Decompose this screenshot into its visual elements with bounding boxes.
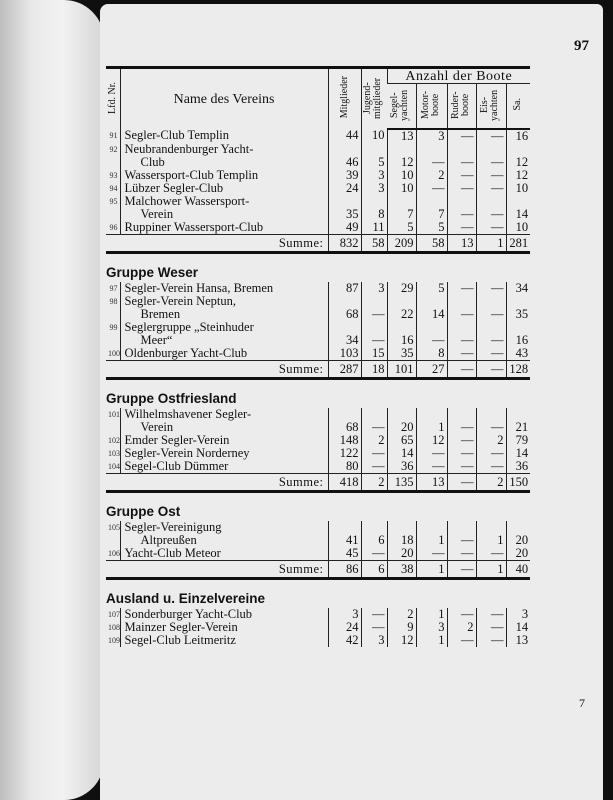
cell-sa: 13 [506,634,530,647]
cell-rud: — [447,182,476,195]
cell-seg: 12 [387,156,416,169]
sum-sa: 150 [506,474,530,492]
cell-rud: — [447,634,476,647]
row-number: 109 [108,636,120,645]
row-number [106,534,120,547]
cell-seg: 2 [387,608,416,621]
club-name: Malchower Wassersport- [124,194,250,208]
sum-rud: 13 [447,235,476,253]
cell-sa: 10 [506,182,530,195]
row-number: 99 [106,321,120,334]
row-number: 98 [106,295,120,308]
cell-sa: 12 [506,156,530,169]
cell-mot: 12 [416,434,447,447]
row-number: 104 [106,460,120,474]
cell-jg: 5 [361,156,387,169]
cell-seg: 20 [387,547,416,561]
cell-mot: — [416,156,447,169]
cell-seg: 9 [387,621,416,634]
cell-jg: — [361,334,387,347]
cell-mg: 42 [328,634,361,647]
cell-rud: — [447,129,476,143]
cell-sa: 14 [506,621,530,634]
row-number: 100 [106,347,120,361]
cell-eis: — [476,308,506,321]
club-name: Segel-Club Leitmeritz [124,633,236,647]
cell-eis: — [476,421,506,434]
sum-mot: 1 [416,561,447,579]
cell-seg: 29 [387,282,416,295]
cell-sa: 79 [506,434,530,447]
gap-cell [106,492,530,502]
club-name: Verein [140,420,174,434]
cell-sa: 3 [506,608,530,621]
row-number [106,308,120,321]
club-name: Club [140,155,165,169]
sum-mot: 58 [416,235,447,253]
table-header [106,68,530,130]
club-name: Segler-Verein Hansa, Bremen [124,281,274,295]
cell-rud: — [447,447,476,460]
group-heading-row [106,262,530,282]
header-segel: Segel- yachten [387,84,416,130]
cell-mot: — [416,182,447,195]
footer-mark: 7 [579,696,585,710]
club-name: Neubrandenburger Yacht- [124,142,254,156]
cell-mot: 7 [416,208,447,221]
cell-mg: 3 [328,608,361,621]
section-gap [106,579,530,589]
cell-jg: — [361,621,387,634]
cell-eis: — [476,547,506,561]
row-number: 105 [108,523,120,532]
cell-sa: 14 [506,447,530,460]
sum-eis: — [476,361,506,379]
cell-jg: — [361,447,387,460]
cell-rud: — [447,460,476,474]
sum-label: Summe: [106,561,328,579]
club-name: Seglergruppe „Steinhuder [124,320,254,334]
row-number: 107 [108,610,120,619]
cell-mot: 1 [416,634,447,647]
sum-seg: 135 [387,474,416,492]
cell-mg: 68 [328,308,361,321]
cell-jg: 2 [361,434,387,447]
row-number: 93 [106,169,120,182]
sum-row [106,235,530,253]
cell-seg: 65 [387,434,416,447]
cell-mg: 49 [328,221,361,235]
sum-row [106,474,530,492]
sum-jg: 58 [361,235,387,253]
cell-jg: — [361,421,387,434]
club-name: Segler-Verein Neptun, [124,294,237,308]
cell-seg: 18 [387,534,416,547]
cell-rud: — [447,347,476,361]
cell-jg: — [361,308,387,321]
cell-jg: 3 [361,169,387,182]
sum-seg: 38 [387,561,416,579]
club-name: Wassersport-Club Templin [124,168,259,182]
cell-sa: 35 [506,308,530,321]
club-name: Segler-Verein Norderney [124,446,250,460]
cell-sa: 36 [506,460,530,474]
cell-mg: 87 [328,282,361,295]
cell-jg: 3 [361,282,387,295]
group-heading: Gruppe Ost [106,504,181,519]
cell-mg: 35 [328,208,361,221]
cell-seg: 14 [387,447,416,460]
cell-mot: 3 [416,129,447,143]
sum-mg: 287 [328,361,361,379]
cell-eis: — [476,129,506,143]
cell-seg: 22 [387,308,416,321]
club-name: Segler-Club Templin [124,128,230,142]
club-name: Meer“ [140,333,173,347]
cell-jg: 3 [361,182,387,195]
cell-rud: 2 [447,621,476,634]
cell-sa: 20 [506,547,530,561]
cell-mot: 1 [416,534,447,547]
sum-mg: 86 [328,561,361,579]
cell-rud: — [447,308,476,321]
cell-seg: 10 [387,169,416,182]
club-name: Emder Segler-Verein [124,433,230,447]
sum-seg: 209 [387,235,416,253]
cell-mg: 103 [328,347,361,361]
row-number: 108 [108,623,120,632]
cell-jg: — [361,608,387,621]
cell-seg: 7 [387,208,416,221]
cell-jg: 6 [361,534,387,547]
section-gap [106,492,530,502]
gap-cell [106,253,530,263]
cell-mot: 3 [416,621,447,634]
sum-sa: 40 [506,561,530,579]
cell-eis: — [476,621,506,634]
sum-rud: — [447,361,476,379]
sum-mg: 418 [328,474,361,492]
cell-eis: — [476,282,506,295]
cell-mot: 2 [416,169,447,182]
header-eis: Eis- yachten [476,84,506,130]
club-name: Wilhelmshavener Segler- [124,407,252,421]
cell-rud: — [447,282,476,295]
cell-mg: 24 [328,621,361,634]
sum-label: Summe: [106,235,328,253]
cell-seg: 35 [387,347,416,361]
row-number: 95 [106,195,120,208]
club-name: Verein [140,207,174,221]
sum-label: Summe: [106,361,328,379]
club-name: Altpreußen [140,533,197,547]
table-row [106,547,530,561]
cell-mg: 44 [328,129,361,143]
cell-rud: — [447,334,476,347]
cell-sa: 34 [506,282,530,295]
club-table [106,66,530,647]
sum-jg: 18 [361,361,387,379]
sum-mot: 13 [416,474,447,492]
row-number: 91 [106,129,120,143]
sum-eis: 2 [476,474,506,492]
sum-mot: 27 [416,361,447,379]
group-heading-row [106,588,530,608]
sum-sa: 128 [506,361,530,379]
cell-jg: — [361,547,387,561]
cell-eis: — [476,208,506,221]
header-anzahl: Anzahl der Boote [387,68,530,84]
table-row [106,129,530,143]
cell-eis: — [476,221,506,235]
cell-sa: 16 [506,334,530,347]
sum-seg: 101 [387,361,416,379]
cell-eis: — [476,156,506,169]
club-name: Sonderburger Yacht-Club [124,607,253,621]
cell-seg: 10 [387,182,416,195]
cell-eis: 1 [476,534,506,547]
row-number: 101 [108,410,120,419]
header-ruder: Ruder- boote [447,84,476,130]
cell-mot: 1 [416,421,447,434]
cell-seg: 20 [387,421,416,434]
cell-mg: 68 [328,421,361,434]
sum-label: Summe: [106,474,328,492]
cell-seg: 13 [387,129,416,143]
header-sa: Sa. [506,84,530,130]
cell-mot: — [416,447,447,460]
cell-sa: 12 [506,169,530,182]
cell-eis: — [476,347,506,361]
cell-mot: — [416,334,447,347]
header-motor: Motor- boote [416,84,447,130]
row-number: 106 [106,547,120,561]
table-row [106,221,530,235]
cell-mot: 1 [416,608,447,621]
row-number: 103 [108,449,120,458]
book-page [100,4,603,800]
row-number: 97 [106,282,120,295]
cell-sa: 16 [506,129,530,143]
page-number: 97 [574,38,589,54]
section-gap [106,379,530,389]
cell-jg: — [361,460,387,474]
cell-rud: — [447,169,476,182]
group-heading-row [106,501,530,521]
cell-sa: 10 [506,221,530,235]
gap-cell [106,379,530,389]
cell-jg: 15 [361,347,387,361]
cell-sa: 21 [506,421,530,434]
cell-eis: — [476,634,506,647]
cell-mot: 8 [416,347,447,361]
row-number [106,334,120,347]
club-name: Segel-Club Dümmer [124,459,229,473]
cell-sa: 20 [506,534,530,547]
row-number [106,208,120,221]
sum-jg: 2 [361,474,387,492]
cell-seg: 16 [387,334,416,347]
cell-mg: 148 [328,434,361,447]
group-heading: Gruppe Ostfriesland [106,391,237,406]
cell-rud: — [447,608,476,621]
cell-sa: 43 [506,347,530,361]
table-row [106,460,530,474]
cell-eis: — [476,334,506,347]
row-number: 92 [106,143,120,156]
cell-rud: — [447,221,476,235]
cell-seg: 12 [387,634,416,647]
cell-seg: 36 [387,460,416,474]
cell-eis: — [476,447,506,460]
cell-rud: — [447,421,476,434]
cell-mot: 14 [416,308,447,321]
sum-mg: 832 [328,235,361,253]
row-number [106,156,120,169]
header-nr: Lfd. Nr. [106,68,120,130]
cell-rud: — [447,208,476,221]
cell-jg: 10 [361,129,387,143]
table-row [106,634,530,647]
sum-sa: 281 [506,235,530,253]
cell-rud: — [447,547,476,561]
cell-seg: 5 [387,221,416,235]
cell-mot: — [416,460,447,474]
table-row [106,347,530,361]
cell-mg: 80 [328,460,361,474]
cell-rud: — [447,156,476,169]
table-body [106,129,530,647]
cell-eis: — [476,460,506,474]
cell-mg: 41 [328,534,361,547]
header-jugend: Jugend- mitglieder [361,68,387,130]
sum-eis: 1 [476,235,506,253]
header-name: Name des Vereins [120,68,328,130]
club-name: Ruppiner Wassersport-Club [124,220,264,234]
cell-jg: 3 [361,634,387,647]
row-number: 102 [108,436,120,445]
row-number: 94 [106,182,120,195]
cell-mot: — [416,547,447,561]
group-heading-row [106,388,530,408]
cell-jg: 8 [361,208,387,221]
club-name: Bremen [140,307,181,321]
row-number: 96 [106,221,120,235]
cell-eis: 2 [476,434,506,447]
cell-mg: 34 [328,334,361,347]
section-gap [106,253,530,263]
cell-eis: — [476,608,506,621]
cell-mg: 122 [328,447,361,460]
cell-rud: — [447,434,476,447]
club-name: Oldenburger Yacht-Club [124,346,248,360]
sum-row [106,361,530,379]
cell-rud: — [447,534,476,547]
sum-rud: — [447,474,476,492]
group-heading: Ausland u. Einzelvereine [106,591,266,606]
sum-row [106,561,530,579]
cell-jg: 11 [361,221,387,235]
facing-page-edge [0,0,104,800]
cell-mot: 5 [416,221,447,235]
cell-mg: 39 [328,169,361,182]
sum-jg: 6 [361,561,387,579]
cell-mg: 45 [328,547,361,561]
group-heading: Gruppe Weser [106,265,199,280]
cell-mot: 5 [416,282,447,295]
club-name: Yacht-Club Meteor [124,546,221,560]
sum-rud: — [447,561,476,579]
cell-mg: 24 [328,182,361,195]
header-mitglieder: Mitglieder [328,68,361,130]
sum-eis: 1 [476,561,506,579]
row-number [106,421,120,434]
cell-eis: — [476,182,506,195]
cell-eis: — [476,169,506,182]
gap-cell [106,579,530,589]
cell-sa: 14 [506,208,530,221]
cell-mg: 46 [328,156,361,169]
club-name: Lübzer Segler-Club [124,181,224,195]
club-name: Mainzer Segler-Verein [124,620,238,634]
club-name: Segler-Vereinigung [124,520,222,534]
